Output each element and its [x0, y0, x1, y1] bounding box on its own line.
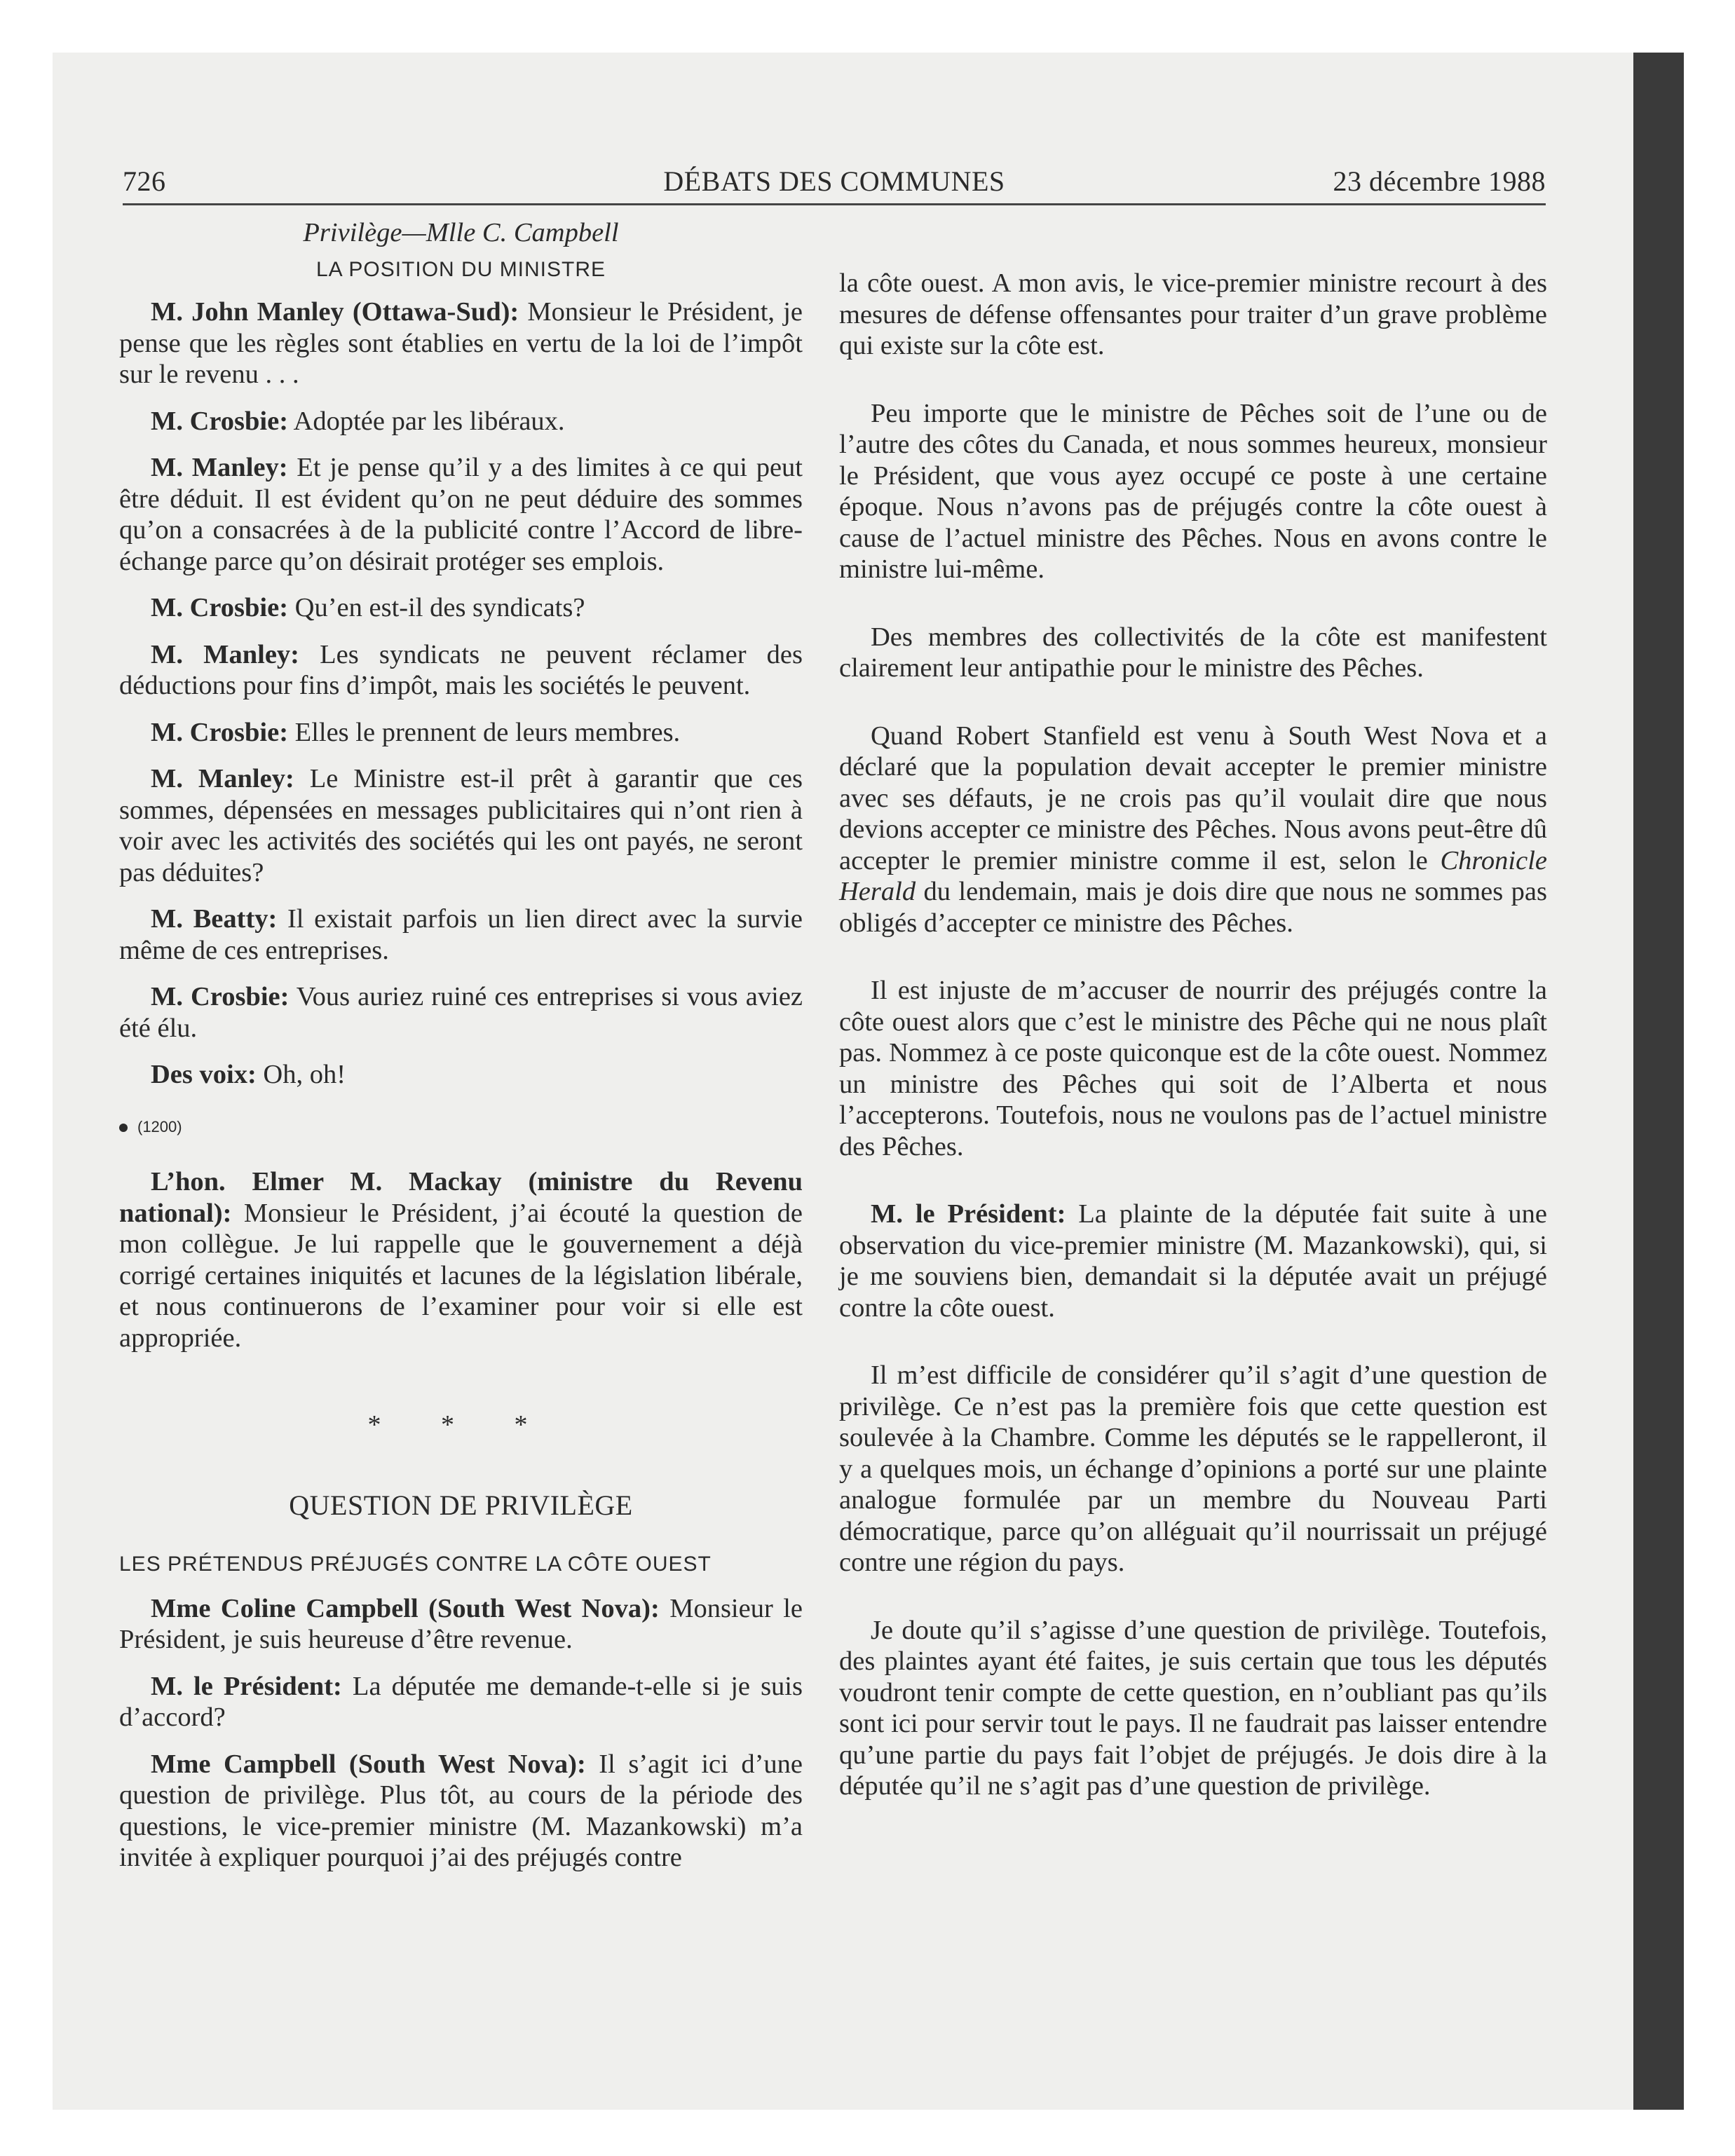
paragraph: Mme Campbell (South West Nova): Il s’agit ici d’une question de privilège. Plus tôt, au cours de la période des questions, le vice-premier ministre (M. Mazankowski) m’a invitée à expliquer pourquoi j’ai des préjugés contre: [119, 1749, 803, 1872]
speaker: Mme Coline Campbell (South West Nova):: [151, 1593, 660, 1623]
paragraph: M. Beatty: Il existait parfois un lien direct avec la survie même de ces entreprises.: [119, 904, 803, 965]
time-marker: (1200): [119, 1112, 803, 1143]
newspaper-title: Chronicle Herald: [839, 845, 1547, 906]
paragraph: M. le Président: La députée me demande-t-elle si je suis d’accord?: [119, 1671, 803, 1732]
paragraph: M. le Président: La plainte de la députée fait suite à une observation du vice-premier ministre (M. Mazankowski), qui, si je me souviens bien, demandait si la députée avait un préjugé contre la côte ouest.: [839, 1199, 1547, 1323]
speaker: M. le Président:: [871, 1199, 1066, 1229]
speaker: M. Crosbie:: [151, 717, 289, 747]
paragraph: M. Crosbie: Vous auriez ruiné ces entreprises si vous aviez été élu.: [119, 982, 803, 1043]
paragraph: Mme Coline Campbell (South West Nova): Monsieur le Président, je suis heureuse d’être revenue.: [119, 1593, 803, 1654]
speaker: M. Crosbie:: [151, 406, 289, 436]
speaker: M. John Manley (Ottawa-Sud):: [151, 297, 519, 327]
speaker: L’hon. Elmer M. Mackay (ministre du Revenu national):: [119, 1167, 803, 1228]
bullet-dot-icon: [119, 1124, 128, 1132]
publication-title: DÉBATS DES COMMUNES: [663, 165, 1005, 197]
paragraph: M. Manley: Le Ministre est-il prêt à garantir que ces sommes, dépensées en messages publicitaires qui n’ont rien à voir avec les activités des sociétés qui les ont payés, ne seront pas déduites?: [119, 764, 803, 887]
subhead-prejuges: LES PRÉTENDUS PRÉJUGÉS CONTRE LA CÔTE OUEST: [119, 1553, 712, 1576]
paragraph: Des voix: Oh, oh!: [151, 1060, 346, 1089]
speaker: M. Crosbie:: [151, 982, 290, 1011]
paragraph: Il m’est difficile de considérer qu’il s’agit d’une question de privilège. Ce n’est pas la première fois que cette question est soulevée à la Chambre. Comme les députés se le rappelleront, il y a quelques mois, un échange d’opinions a porté sur une plainte analogue formulée par un membre du Nouveau Parti démocratique, parce qu’on alléguait qu’il nourrissait un préjugé contre une région du pays.: [839, 1360, 1547, 1577]
paragraph: M. Crosbie: Elles le prennent de leurs membres.: [151, 717, 681, 747]
paragraph: M. John Manley (Ottawa-Sud): Monsieur le Président, je pense que les règles sont établies en vertu de la loi de l’impôt sur le revenu . . .: [119, 297, 803, 389]
paragraph: M. Manley: Les syndicats ne peuvent réclamer des déductions pour fins d’impôt, mais les sociétés le peuvent.: [119, 639, 803, 700]
speaker: Des voix:: [151, 1060, 257, 1089]
paragraph: M. Manley: Et je pense qu’il y a des limites à ce qui peut être déduit. Il est évident qu’on ne peut déduire des sommes qu’on a consacrées à de la publicité contre l’Accord de libre-échange parce qu’on désirait protéger ses emplois.: [119, 453, 803, 576]
paragraph: M. Crosbie: Adoptée par les libéraux.: [151, 406, 565, 436]
right-column: [839, 268, 1547, 1838]
paragraph: Peu importe que le ministre de Pêches soit de l’une ou de l’autre des côtes du Canada, et nous sommes heureux, monsieur le Président, que vous ayez occupé ce poste à une certaine époque. Nous n’avons pas de préjugés contre la côte ouest à cause de l’actuel ministre des Pêches. Nous en avons contre le ministre lui-même.: [839, 398, 1547, 584]
paragraph: Il est injuste de m’accuser de nourrir des préjugés contre la côte ouest alors que c’est le ministre des Pêche qui ne nous plaît pas. Nommez à ce poste quiconque est de la côte ouest. Nommez un ministre des Pêches qui soit de l’Alberta et nous l’accepterons. Toutefois, nous ne voulons pas de l’actuel ministre des Pêches.: [839, 976, 1547, 1161]
paragraph: la côte ouest. A mon avis, le vice-premier ministre recourt à des mesures de défense offensantes pour traiter d’un grave problème qui existe sur la côte est.: [839, 268, 1547, 360]
running-head: Privilège—Mlle C. Campbell: [303, 218, 619, 247]
speaker: M. le Président:: [151, 1671, 342, 1701]
paragraph: Quand Robert Stanfield est venu à South West Nova et a déclaré que la population devait accepter le premier ministre avec ses défauts, je ne crois pas qu’il voulait dire que nous devions accepter ce ministre des Pêches. Nous avons peut-être dû accepter le premier ministre comme il est, selon le Chronicle Herald du lendemain, mais je dois dire que nous ne sommes pas obligés d’accepter ce ministre des Pêches.: [839, 721, 1547, 938]
scan-edge: [1633, 53, 1684, 2110]
paragraph: Des membres des collectivités de la côte est manifestent clairement leur antipathie pour le ministre des Pêches.: [839, 622, 1547, 683]
paragraph: Je doute qu’il s’agisse d’une question de privilège. Toutefois, des plaintes ayant été faites, je suis certain que tous les députés voudront tenir compte de cette question, en n’oubliant pas qu’ils sont ici pour servir tout le pays. Il ne faudrait pas laisser entendre qu’une partie du pays fait l’objet de préjugés. Je dois dire à la députée qu’il ne s’agit pas d’une question de privilège.: [839, 1615, 1547, 1801]
section-separator: * * *: [367, 1410, 554, 1440]
speaker: M. Beatty:: [151, 904, 278, 934]
section-title: QUESTION DE PRIVILÈGE: [289, 1489, 633, 1521]
publication-date: 23 décembre 1988: [1333, 165, 1546, 197]
speaker: M. Manley:: [151, 764, 294, 793]
paragraph: M. Crosbie: Qu’en est-il des syndicats?: [151, 593, 585, 622]
page-number: 726: [123, 165, 166, 197]
speaker: M. Manley:: [151, 453, 288, 482]
speaker: Mme Campbell (South West Nova):: [151, 1749, 586, 1779]
speaker: M. Manley:: [151, 639, 299, 669]
left-column: [119, 217, 803, 1889]
paragraph: L’hon. Elmer M. Mackay (ministre du Revenu national): Monsieur le Président, j’ai écouté la question de mon collègue. Je lui rappelle que le gouvernement a déjà corrigé certaines iniquités et lacunes de la législation libérale, et nous continuerons de l’examiner pour voir si elle est appropriée.: [119, 1167, 803, 1353]
subhead-position-ministre: LA POSITION DU MINISTRE: [315, 257, 606, 281]
speaker: M. Crosbie:: [151, 593, 289, 622]
page-header: [123, 160, 1546, 205]
